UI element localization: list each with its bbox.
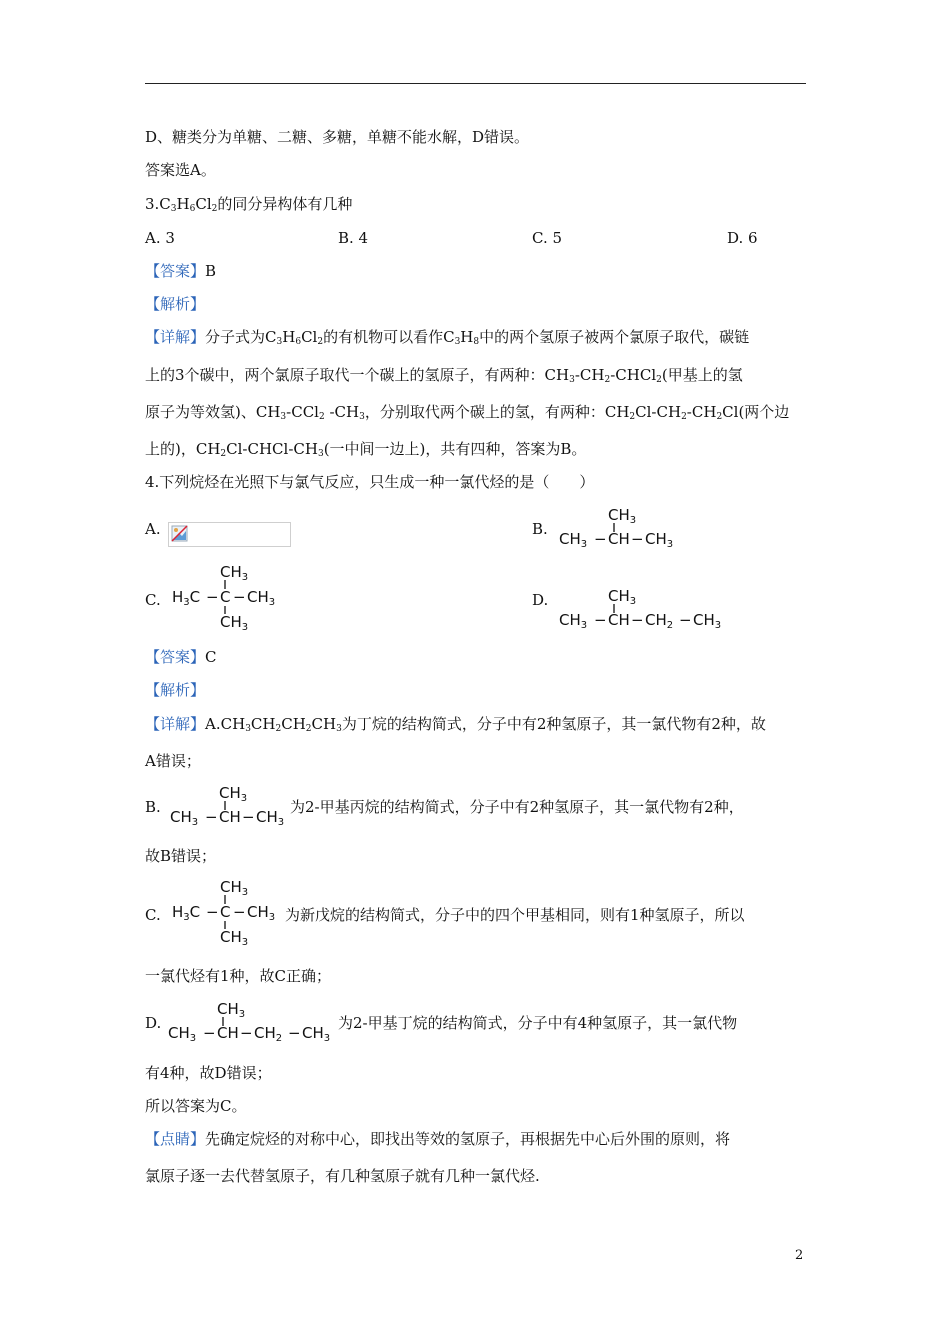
q3-option-a: A. 3 (145, 229, 175, 247)
svg-text:CH3: $CH_3$ (220, 613, 249, 631)
q4-detail-c-label: C. (145, 906, 161, 924)
q4-option-b-label: B. (532, 520, 548, 538)
paragraph-d-sugar: D、糖类分为单糖、二糖、多糖，单糖不能水解，D错误。 (145, 128, 530, 146)
q4-detail-c-text: 为新戊烷的结构简式，分子中的四个甲基相同，则有1种氢原子，所以 (285, 906, 745, 924)
q4-answer: 【答案】C (145, 648, 217, 666)
svg-text:CH2: $CH_2$ (645, 611, 674, 630)
structure-2-methylpropane-option (555, 503, 685, 549)
q3-detail-line-3: 原子为等效氢)、$CH_3-CCl_2$ $-CH_3$，分别取代两个碳上的氢，有两种：$CH_2Cl-CH_2-CH_2Cl$(两个边 (145, 403, 790, 422)
svg-text:−: − (233, 588, 246, 606)
svg-text:H3C: $H_3C$ (172, 903, 201, 923)
svg-text:CH3: $CH_3$ (170, 808, 199, 827)
q4-detail-b-text: 为2-甲基丙烷的结构简式，分子中有2种氢原子，其一氯代物有2种， (290, 798, 744, 816)
answer-tag: 【答案】 (145, 262, 206, 280)
q4-option-a-label: A. (145, 520, 161, 538)
q4-option-c-label: C. (145, 591, 161, 609)
svg-text:−: − (679, 611, 692, 629)
q3-option-d: D. 6 (727, 229, 758, 247)
svg-text:CH3: $CH_3$ (247, 588, 276, 608)
svg-text:CH: CH (608, 611, 630, 629)
q4-detail-b-line-2: 故B错误； (145, 847, 217, 865)
q3-detail-line-2: 上的3个碳中，两个氯原子取代一个碳上的氢原子，有两种：$CH_3-CH_2-CHCl_2$(甲基上的氢 (145, 366, 743, 385)
q3-option-c: C. 5 (532, 229, 563, 247)
svg-text:CH3: $CH_3$ (608, 506, 637, 526)
structure-2-methylbutane-detail (166, 997, 338, 1043)
page-number: 2 (795, 1248, 804, 1263)
broken-image-icon (171, 525, 189, 543)
svg-text:−: − (206, 588, 219, 606)
q3-answer: 【答案】B (145, 262, 217, 280)
q4-option-d-label: D. (532, 591, 549, 609)
q4-conclusion: 所以答案为C。 (145, 1097, 247, 1115)
paragraph-answer-a: 答案选A。 (145, 161, 216, 179)
q4-detail-a-line-1: 【详解】$A.CH_3CH_2CH_2CH_3$为丁烷的结构简式，分子中有2种氢原子，其一氯代物有2种，故 (145, 715, 766, 734)
svg-text:CH3: $CH_3$ (256, 808, 285, 827)
svg-text:CH3: $CH_3$ (693, 611, 722, 630)
question-3-stem: $3.C_3H_6Cl_2$的同分异构体有几种 (145, 195, 353, 214)
question-4-stem: 4.下列烷烃在光照下与氯气反应，只生成一种一氯代烃的是（ ） (145, 473, 595, 491)
q4-detail-b-label: B. (145, 798, 161, 816)
q4-detail-a-line-2: A错误； (145, 752, 201, 770)
tip-line-1: 【点睛】先确定烷烃的对称中心，即找出等效的氢原子，再根据先中心后外围的原则，将 (145, 1130, 731, 1148)
svg-text:−: − (631, 530, 644, 548)
structure-2-methylpropane-detail (168, 781, 290, 827)
q4-detail-d-text: 为2-甲基丁烷的结构简式，分子中有4种氢原子，其一氯代物 (338, 1014, 738, 1032)
svg-text:−: − (233, 903, 246, 921)
svg-text:C: C (220, 588, 231, 606)
svg-text:CH3: $CH_3$ (645, 530, 674, 549)
svg-text:CH3: $CH_3$ (168, 1024, 197, 1043)
q3-analysis-tag: 【解析】 (145, 295, 206, 313)
svg-text:CH3: $CH_3$ (217, 1000, 246, 1020)
svg-text:−: − (205, 808, 218, 826)
svg-text:CH3: $CH_3$ (220, 563, 249, 583)
q3-option-b: B. 4 (338, 229, 369, 247)
svg-text:C: C (220, 903, 231, 921)
tip-line-2: 氯原子逐一去代替氢原子，有几种氢原子就有几种一氯代烃. (145, 1167, 540, 1185)
svg-text:−: − (206, 903, 219, 921)
svg-text:CH3: $CH_3$ (559, 530, 588, 549)
structure-2-methylbutane-option (555, 584, 730, 630)
q4-detail-c-line-2: 一氯代烃有1种，故C正确； (145, 967, 332, 985)
q3-detail-line-4: 上的)，$CH_2Cl-CHCl-CH_3$(一中间一边上)，共有四种，答案为B。 (145, 440, 587, 459)
svg-text:CH3: $CH_3$ (247, 903, 276, 923)
q3-detail-line-1: 【详解】分子式为$C_3H_6Cl_2$的有机物可以看作$C_3H_8$中的两个氢原子被两个氯原子取代，碳链 (145, 328, 750, 347)
svg-text:−: − (203, 1024, 216, 1042)
svg-text:CH3: $CH_3$ (219, 784, 248, 804)
svg-text:H3C: $H_3C$ (172, 588, 201, 608)
q4-analysis-tag: 【解析】 (145, 681, 206, 699)
svg-text:−: − (594, 530, 607, 548)
svg-text:−: − (631, 611, 644, 629)
structure-neopentane-option (170, 561, 285, 631)
svg-text:CH3: $CH_3$ (559, 611, 588, 630)
svg-text:−: − (594, 611, 607, 629)
q4-detail-d-line-2: 有4种，故D错误； (145, 1064, 272, 1082)
svg-text:CH3: $CH_3$ (220, 878, 249, 898)
svg-text:−: − (240, 1024, 253, 1042)
svg-text:CH: CH (219, 808, 241, 826)
structure-neopentane-detail (170, 876, 285, 946)
svg-text:CH: CH (217, 1024, 239, 1042)
q4-detail-d-label: D. (145, 1014, 162, 1032)
header-rule (145, 83, 806, 84)
svg-text:−: − (242, 808, 255, 826)
svg-text:CH: CH (608, 530, 630, 548)
svg-text:CH3: $CH_3$ (220, 928, 249, 946)
svg-text:CH3: $CH_3$ (608, 587, 637, 607)
svg-text:−: − (288, 1024, 301, 1042)
svg-text:CH3: $CH_3$ (302, 1024, 331, 1043)
broken-image-placeholder (168, 522, 291, 547)
svg-text:CH2: $CH_2$ (254, 1024, 283, 1043)
